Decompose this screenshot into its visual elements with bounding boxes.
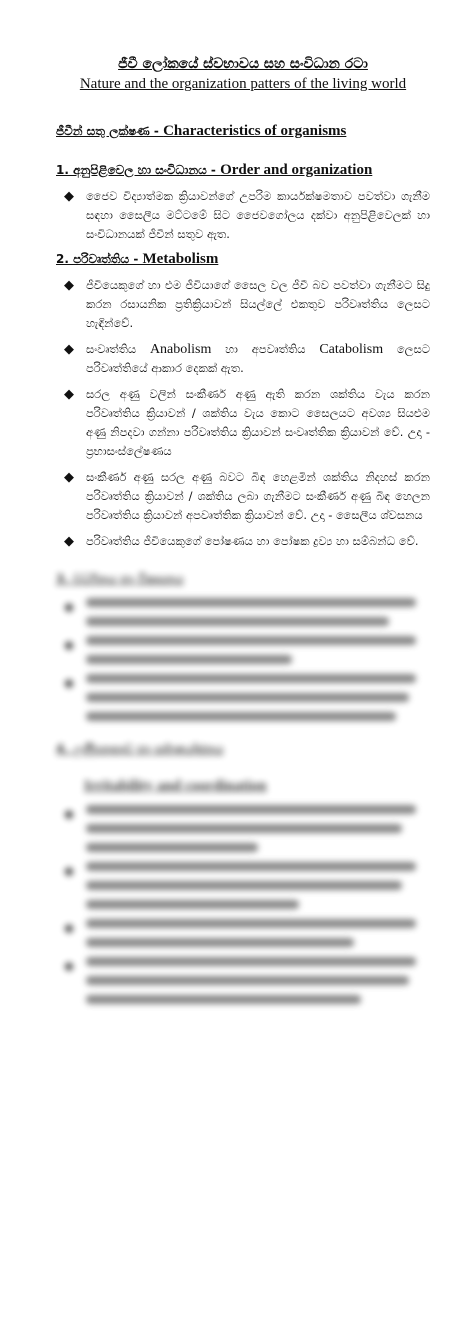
- list-item: [64, 276, 430, 333]
- list-item: [64, 468, 430, 525]
- section-heading-characteristics: [56, 123, 430, 140]
- list-item: [64, 919, 430, 947]
- list-item: [64, 385, 430, 461]
- diamond-bullet-icon: ◆: [64, 600, 74, 615]
- list-item: [64, 340, 430, 378]
- heading-si-text: 3. වර්ධනය හා විකසනය: [56, 572, 184, 586]
- list-item: [64, 957, 430, 1004]
- section-heading-metabolism: [56, 251, 430, 268]
- bullet-list-metabolism: [56, 276, 430, 551]
- document-title-sinhala: ජීවී ලෝකයේ ස්වභාවය සහ සංවිධාන රටා: [118, 56, 368, 72]
- diamond-bullet-icon: ◆: [64, 676, 74, 691]
- heading-si-text: 4. උද්දීපනතාව හා සමායෝජනය: [56, 742, 224, 756]
- heading-en-text: Metabolism: [142, 251, 219, 267]
- section-heading-order: [56, 162, 430, 179]
- bullet-text: පරිවෘත්තිය ජීවියෙකුගේ පෝෂණය හා පෝෂක ද්‍රව්‍ය හා සම්බන්ධ වේ.: [86, 534, 419, 548]
- bullet-text: ජෛව විද්‍යාත්මක ක්‍රියාවන්ගේ උපරිම කාර්යක්ෂමතාව පවත්වා ගැනීම සඳහා සෛලීය මට්ටමේ සිට ජෛවගෝලය දක්වා අනුපිළිවෙලක් හා සංවිධානයක් ජීවීන් සතුව ඇත.: [86, 189, 430, 241]
- bullet-text-post: ලෙසට පරිවෘත්තියේ ආකාර දෙකක් ඇත.: [86, 342, 430, 375]
- blurred-preview-region: [56, 571, 430, 1004]
- diamond-bullet-icon: ◆: [64, 864, 74, 879]
- diamond-bullet-icon: ◆: [64, 534, 74, 549]
- bullet-text: සංකීර්ණ අණු සරල අණු බවට බිඳ හෙළමින් ශක්තිය නිදහස් කරන පරිවෘත්තිය ක්‍රියාවන් / ශක්තිය ලබා ගැනීමට සංකීර්ණ අණු බිඳ හෙලන පරිවෘත්තිය ක්‍රියාවන් අපවෘත්තික ක්‍රියාවන් වේ. උදා - සෛලීය ශ්වසනය: [86, 470, 430, 522]
- list-item: [64, 805, 430, 852]
- diamond-bullet-icon: ◆: [64, 278, 74, 293]
- list-item: [64, 862, 430, 909]
- diamond-bullet-icon: ◆: [64, 807, 74, 822]
- diamond-bullet-icon: ◆: [64, 387, 74, 402]
- diamond-bullet-icon: ◆: [64, 342, 74, 357]
- term-catabolism: Catabolism: [319, 342, 384, 357]
- diamond-bullet-icon: ◆: [64, 921, 74, 936]
- bullet-list-order: [56, 187, 430, 244]
- diamond-bullet-icon: ◆: [64, 638, 74, 653]
- document-title-english: Nature and the organization patters of the living world: [79, 76, 407, 92]
- bullet-text: සරල අණු වලින් සංකීර්ණ අණු ඇති කරන ශක්තිය වැය කරන පරිවෘත්තිය ක්‍රියාවන් / ශක්තිය වැය කොට සෛලයට අවශ්‍ය සියළුම අණු නිපදවා ගන්නා පරිවෘත්තිය ක්‍රියාවන් සංවෘත්තික ක්‍රියාවන් වේ. උදා - ප්‍රභාසංස්ලේෂණය: [86, 387, 430, 458]
- term-anabolism: Anabolism: [149, 342, 212, 357]
- heading-si-text: 1. අනුපිළිවෙල හා සංවිධානය -: [56, 163, 221, 177]
- list-item: [64, 187, 430, 244]
- blurred-bullet-list-2: [56, 805, 430, 1004]
- heading-en-text: Irritability and coordination: [84, 778, 267, 794]
- list-item: [64, 674, 430, 721]
- diamond-bullet-icon: ◆: [64, 189, 74, 204]
- bullet-text-pre: සංවෘත්තිය: [86, 342, 150, 356]
- list-item: [64, 532, 430, 551]
- list-item: [64, 636, 430, 664]
- section-heading-irritability: [56, 741, 430, 758]
- heading-en-text: Order and organization: [220, 162, 373, 178]
- bullet-text: ජීවියෙකුගේ හා එම ජීවියාගේ සෛල වල ජීවී බව පවත්වා ගැනීමට සිදු කරන රසායනික ප්‍රතික්‍රියාවන් සියල්ලේ එකතුව පරිවෘත්තිය ලෙසට හැඳින්වේ.: [86, 278, 430, 330]
- section-subheading-irritability-en: [84, 778, 430, 795]
- diamond-bullet-icon: ◆: [64, 959, 74, 974]
- section-heading-growth: [56, 571, 430, 588]
- blurred-bullet-list: [56, 598, 430, 721]
- list-item: [64, 598, 430, 626]
- heading-en-text: Characteristics of organisms: [163, 123, 347, 139]
- heading-si-text: 2. පරිවෘත්තිය -: [56, 252, 143, 266]
- heading-si-text: ජීවීන් සතු ලක්ෂණ -: [56, 124, 164, 138]
- bullet-text-mid: හා අපවෘත්තිය: [211, 342, 320, 356]
- diamond-bullet-icon: ◆: [64, 470, 74, 485]
